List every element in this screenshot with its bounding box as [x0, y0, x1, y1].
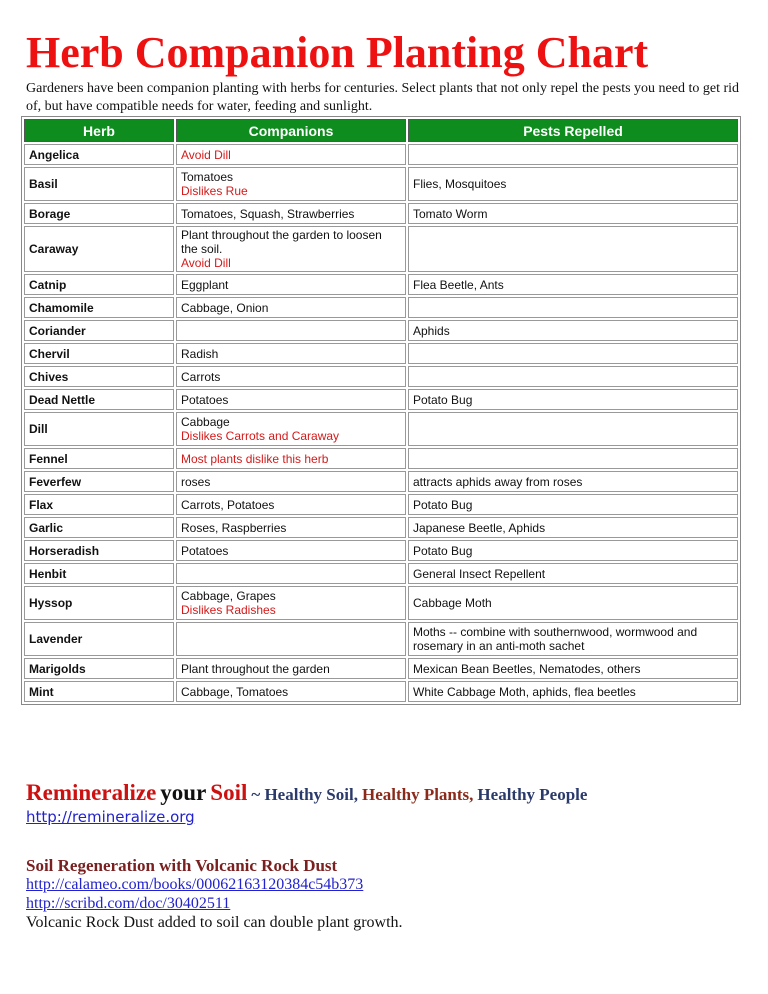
companions-cell	[176, 274, 406, 295]
companion-warning: Most plants dislike this herb	[181, 451, 329, 466]
companions-cell	[176, 586, 406, 620]
table-row	[24, 563, 738, 584]
pests-repelled-cell	[408, 448, 738, 469]
herb-name-cell: Chervil	[24, 343, 174, 364]
herb-name-cell: Lavender	[24, 622, 174, 656]
companion-line: Potatoes	[181, 392, 229, 407]
companions-cell	[176, 226, 406, 272]
pests-repelled-cell	[408, 297, 738, 318]
herb-name-cell: Angelica	[24, 144, 174, 165]
pests-repelled-cell	[408, 226, 738, 272]
companion-line: Carrots, Potatoes	[181, 497, 275, 512]
page-title: Herb Companion Planting Chart	[26, 28, 649, 77]
table-header-row	[24, 119, 738, 142]
table-row	[24, 389, 738, 410]
table-row	[24, 622, 738, 656]
table-row	[24, 366, 738, 387]
companion-line: Tomatoes, Squash, Strawberries	[181, 206, 355, 221]
table-row	[24, 471, 738, 492]
herb-name-cell: Dead Nettle	[24, 389, 174, 410]
soil-word: Soil	[210, 780, 248, 805]
header-herb: Herb	[24, 119, 174, 142]
pests-repelled-cell: Mexican Bean Beetles, Nematodes, others	[408, 658, 738, 679]
table-row	[24, 586, 738, 620]
pests-repelled-cell: White Cabbage Moth, aphids, flea beetles	[408, 681, 738, 702]
companion-warning: Dislikes Radishes	[181, 603, 276, 617]
companion-line: Cabbage, Tomatoes	[181, 684, 289, 699]
pests-repelled-cell: Potato Bug	[408, 540, 738, 561]
herb-name-cell: Borage	[24, 203, 174, 224]
companion-line: Tomatoes	[181, 170, 234, 184]
pests-repelled-cell: Potato Bug	[408, 389, 738, 410]
companions-cell	[176, 366, 406, 387]
companion-line: Plant throughout the garden to loosen	[181, 228, 382, 242]
herb-name-cell: Basil	[24, 167, 174, 201]
herb-name-cell: Marigolds	[24, 658, 174, 679]
companions-cell	[176, 203, 406, 224]
pests-repelled-cell: Potato Bug	[408, 494, 738, 515]
companions-cell	[176, 343, 406, 364]
remineralize-heading	[26, 780, 587, 806]
companions-cell	[176, 297, 406, 318]
companion-line: roses	[181, 474, 211, 489]
companions-cell	[176, 681, 406, 702]
companions-cell	[176, 412, 406, 446]
companion-line: Potatoes	[181, 543, 229, 558]
companions-cell	[176, 144, 406, 165]
pests-repelled-cell: attracts aphids away from roses	[408, 471, 738, 492]
herb-name-cell: Garlic	[24, 517, 174, 538]
herb-name-cell: Flax	[24, 494, 174, 515]
rock-dust-note: Volcanic Rock Dust added to soil can double plant growth.	[26, 914, 403, 931]
pests-repelled-cell: Flea Beetle, Ants	[408, 274, 738, 295]
companion-line: the soil.	[181, 242, 223, 256]
herb-name-cell: Chives	[24, 366, 174, 387]
companion-line: Eggplant	[181, 277, 229, 292]
tagline-healthy-soil: ~ Healthy Soil,	[251, 785, 358, 804]
scribd-link[interactable]: http://scribd.com/doc/30402511	[26, 895, 231, 912]
companion-line: Cabbage	[181, 415, 230, 429]
soil-regeneration-heading: Soil Regeneration with Volcanic Rock Dust	[26, 856, 338, 875]
companion-warning: Avoid Dill	[181, 147, 231, 162]
companion-line: Radish	[181, 346, 219, 361]
header-pests-repelled: Pests Repelled	[408, 119, 738, 142]
pests-repelled-cell: General Insect Repellent	[408, 563, 738, 584]
companion-line: Cabbage, Onion	[181, 300, 269, 315]
table-row	[24, 144, 738, 165]
pests-repelled-cell: Cabbage Moth	[408, 586, 738, 620]
pests-repelled-cell	[408, 412, 738, 446]
table-row	[24, 517, 738, 538]
intro-paragraph: Gardeners have been companion planting with herbs for centuries. Select plants that not only repel the pests you need to get rid of, but have compatible needs for water, feeding and sunlight.	[26, 81, 740, 114]
pests-repelled-cell	[408, 343, 738, 364]
header-companions: Companions	[176, 119, 406, 142]
companion-line: Cabbage, Grapes	[181, 589, 276, 603]
remineralize-word: Remineralize	[26, 780, 157, 805]
table-row	[24, 203, 738, 224]
companions-cell	[176, 540, 406, 561]
companions-cell	[176, 471, 406, 492]
companions-cell	[176, 658, 406, 679]
companions-cell	[176, 563, 406, 584]
companion-line: Plant throughout the garden	[181, 661, 330, 676]
companion-warning: Dislikes Rue	[181, 184, 248, 198]
table-row	[24, 681, 738, 702]
pests-repelled-cell	[408, 366, 738, 387]
companion-line: Roses, Raspberries	[181, 520, 287, 535]
table-row	[24, 494, 738, 515]
table-row	[24, 658, 738, 679]
table-row	[24, 412, 738, 446]
companions-cell	[176, 448, 406, 469]
herb-name-cell: Caraway	[24, 226, 174, 272]
table-row	[24, 167, 738, 201]
companions-cell	[176, 167, 406, 201]
table-body	[24, 144, 738, 702]
herb-name-cell: Horseradish	[24, 540, 174, 561]
companion-warning: Avoid Dill	[181, 256, 231, 270]
tagline-healthy-people: Healthy People	[477, 785, 588, 804]
table-row	[24, 226, 738, 272]
herb-name-cell: Feverfew	[24, 471, 174, 492]
pests-repelled-cell: Japanese Beetle, Aphids	[408, 517, 738, 538]
companions-cell	[176, 517, 406, 538]
herb-name-cell: Chamomile	[24, 297, 174, 318]
table-row	[24, 343, 738, 364]
your-word: your	[160, 780, 207, 805]
companion-warning: Dislikes Carrots and Caraway	[181, 429, 340, 443]
companions-cell	[176, 389, 406, 410]
companions-cell	[176, 494, 406, 515]
table-row	[24, 297, 738, 318]
pests-repelled-cell: Flies, Mosquitoes	[408, 167, 738, 201]
pests-repelled-cell	[408, 144, 738, 165]
table-row	[24, 274, 738, 295]
herb-name-cell: Catnip	[24, 274, 174, 295]
herb-name-cell: Dill	[24, 412, 174, 446]
companions-cell	[176, 320, 406, 341]
companion-line: Carrots	[181, 369, 221, 384]
herb-name-cell: Mint	[24, 681, 174, 702]
herb-name-cell: Fennel	[24, 448, 174, 469]
table-row	[24, 540, 738, 561]
calameo-link[interactable]: http://calameo.com/books/00062163120384c54b373	[26, 876, 364, 893]
table-row	[24, 448, 738, 469]
herb-name-cell: Henbit	[24, 563, 174, 584]
herb-name-cell: Hyssop	[24, 586, 174, 620]
companion-table	[21, 116, 741, 705]
table-row	[24, 320, 738, 341]
companions-cell	[176, 622, 406, 656]
herb-name-cell: Coriander	[24, 320, 174, 341]
pests-repelled-cell: Moths -- combine with southernwood, wormwood and rosemary in an anti-moth sachet	[408, 622, 738, 656]
remineralize-link[interactable]: http://remineralize.org	[26, 808, 195, 826]
pests-repelled-cell: Aphids	[408, 320, 738, 341]
tagline-healthy-plants: Healthy Plants,	[361, 785, 474, 804]
pests-repelled-cell: Tomato Worm	[408, 203, 738, 224]
